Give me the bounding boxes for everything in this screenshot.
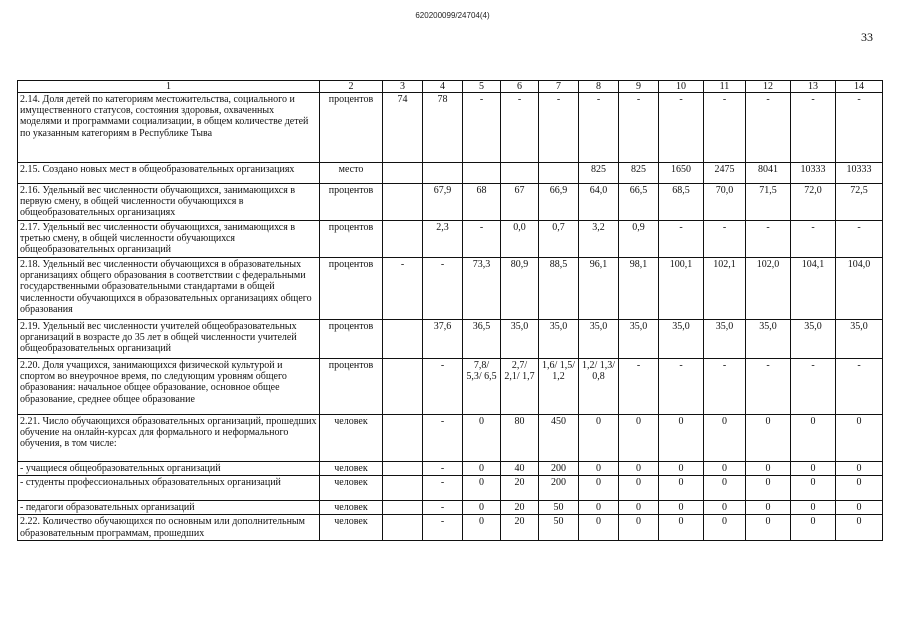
table-row: [18, 359, 883, 415]
value-cell: 100,1: [659, 258, 704, 320]
value-cell: 0: [836, 515, 883, 541]
value-cell: 0: [704, 515, 746, 541]
value-cell: 825: [579, 163, 619, 184]
value-cell: 450: [539, 415, 579, 462]
unit-cell: человек: [320, 515, 383, 541]
value-cell: 10333: [836, 163, 883, 184]
value-cell: -: [539, 93, 579, 163]
value-cell: 0: [704, 462, 746, 476]
value-cell: [383, 221, 423, 258]
indicator-description: - учащиеся общеобразовательных организаций: [18, 462, 320, 476]
value-cell: 1650: [659, 163, 704, 184]
value-cell: 2,3: [423, 221, 463, 258]
value-cell: 8041: [746, 163, 791, 184]
value-cell: -: [619, 93, 659, 163]
value-cell: [383, 320, 423, 359]
indicator-description: 2.18. Удельный вес численности обучающихся в образовательных организациях общего образования в соответствии с федеральными государственными образовательными стандартами в общей численности обучающихся в образовательных организациях общего образования: [18, 258, 320, 320]
value-cell: 20: [501, 515, 539, 541]
value-cell: [463, 163, 501, 184]
indicator-description: 2.22. Количество обучающихся по основным или дополнительным образовательным программам, прошедших: [18, 515, 320, 541]
value-cell: 0: [836, 462, 883, 476]
value-cell: 74: [383, 93, 423, 163]
indicator-description: 2.15. Создано новых мест в общеобразовательных организациях: [18, 163, 320, 184]
value-cell: -: [619, 359, 659, 415]
value-cell: 10333: [791, 163, 836, 184]
table-row: [18, 415, 883, 462]
value-cell: 0: [791, 476, 836, 501]
value-cell: -: [836, 221, 883, 258]
unit-cell: место: [320, 163, 383, 184]
value-cell: 0: [836, 415, 883, 462]
value-cell: 0,7: [539, 221, 579, 258]
value-cell: -: [704, 221, 746, 258]
unit-cell: процентов: [320, 258, 383, 320]
indicator-description: 2.14. Доля детей по категориям местожительства, социального и имущественного статусов, состояния здоровья, охваченных моделями и программами социализации, в общем количестве детей по указанным категориям в Республике Тыва: [18, 93, 320, 163]
value-cell: 825: [619, 163, 659, 184]
value-cell: 0: [704, 476, 746, 501]
value-cell: 80,9: [501, 258, 539, 320]
value-cell: 50: [539, 515, 579, 541]
column-header: 6: [501, 81, 539, 93]
value-cell: -: [791, 93, 836, 163]
value-cell: -: [746, 359, 791, 415]
value-cell: [383, 359, 423, 415]
value-cell: 35,0: [791, 320, 836, 359]
table-row: [18, 221, 883, 258]
unit-cell: процентов: [320, 221, 383, 258]
value-cell: 0: [579, 462, 619, 476]
value-cell: 20: [501, 476, 539, 501]
value-cell: 0: [746, 515, 791, 541]
value-cell: 0: [579, 415, 619, 462]
value-cell: -: [746, 221, 791, 258]
value-cell: 104,1: [791, 258, 836, 320]
value-cell: 40: [501, 462, 539, 476]
indicator-description: 2.19. Удельный вес численности учителей общеобразовательных организаций в возрасте до 35 лет в общей численности учителей общеобразовательных организаций: [18, 320, 320, 359]
value-cell: 102,1: [704, 258, 746, 320]
unit-cell: человек: [320, 462, 383, 476]
value-cell: 35,0: [746, 320, 791, 359]
value-cell: 35,0: [501, 320, 539, 359]
value-cell: -: [423, 415, 463, 462]
value-cell: 0: [791, 462, 836, 476]
column-header: 3: [383, 81, 423, 93]
column-header: 7: [539, 81, 579, 93]
column-header: 10: [659, 81, 704, 93]
value-cell: 37,6: [423, 320, 463, 359]
value-cell: 3,2: [579, 221, 619, 258]
value-cell: 98,1: [619, 258, 659, 320]
value-cell: 0: [579, 476, 619, 501]
value-cell: 7,8/ 5,3/ 6,5: [463, 359, 501, 415]
unit-cell: человек: [320, 415, 383, 462]
value-cell: 0: [704, 501, 746, 515]
value-cell: 200: [539, 462, 579, 476]
value-cell: 68: [463, 184, 501, 221]
value-cell: 0: [746, 462, 791, 476]
indicator-description: - педагоги образовательных организаций: [18, 501, 320, 515]
table-row: [18, 501, 883, 515]
value-cell: [501, 163, 539, 184]
value-cell: 0: [619, 501, 659, 515]
column-header: 12: [746, 81, 791, 93]
value-cell: 2475: [704, 163, 746, 184]
value-cell: 0: [619, 415, 659, 462]
indicator-description: 2.20. Доля учащихся, занимающихся физической культурой и спортом во внеурочное время, по следующим уровням общего образования: начальное общее образование, основное общее образование, среднее общее образование: [18, 359, 320, 415]
column-header: 2: [320, 81, 383, 93]
value-cell: -: [383, 258, 423, 320]
value-cell: -: [423, 462, 463, 476]
value-cell: 70,0: [704, 184, 746, 221]
value-cell: -: [704, 359, 746, 415]
value-cell: 0: [579, 515, 619, 541]
table-row: [18, 515, 883, 541]
value-cell: -: [463, 221, 501, 258]
value-cell: 35,0: [659, 320, 704, 359]
value-cell: 0: [579, 501, 619, 515]
value-cell: -: [423, 359, 463, 415]
value-cell: -: [423, 258, 463, 320]
value-cell: 20: [501, 501, 539, 515]
indicator-description: 2.17. Удельный вес численности обучающихся, занимающихся в третью смену, в общей численности обучающихся общеобразовательных организаций: [18, 221, 320, 258]
indicator-description: 2.16. Удельный вес численности обучающихся, занимающихся в первую смену, в общей численности обучающихся в общеобразовательных организациях: [18, 184, 320, 221]
unit-cell: процентов: [320, 184, 383, 221]
value-cell: -: [791, 359, 836, 415]
value-cell: -: [579, 93, 619, 163]
value-cell: 35,0: [836, 320, 883, 359]
value-cell: 96,1: [579, 258, 619, 320]
column-header: 4: [423, 81, 463, 93]
value-cell: 0: [791, 415, 836, 462]
value-cell: -: [836, 359, 883, 415]
value-cell: 0: [463, 462, 501, 476]
value-cell: 0: [746, 415, 791, 462]
value-cell: -: [659, 359, 704, 415]
value-cell: 0: [836, 501, 883, 515]
value-cell: 0,0: [501, 221, 539, 258]
value-cell: [383, 476, 423, 501]
value-cell: 35,0: [619, 320, 659, 359]
value-cell: 73,3: [463, 258, 501, 320]
value-cell: 104,0: [836, 258, 883, 320]
indicator-description: 2.21. Число обучающихся образовательных организаций, прошедших обучение на онлайн-курсах для формального и неформального обучения, в том числе:: [18, 415, 320, 462]
value-cell: 67: [501, 184, 539, 221]
value-cell: 66,9: [539, 184, 579, 221]
value-cell: 0: [463, 415, 501, 462]
table-row: [18, 258, 883, 320]
value-cell: -: [463, 93, 501, 163]
value-cell: 2,7/ 2,1/ 1,7: [501, 359, 539, 415]
value-cell: 35,0: [704, 320, 746, 359]
value-cell: -: [836, 93, 883, 163]
table-row: [18, 93, 883, 163]
header-row: [18, 81, 883, 93]
value-cell: -: [659, 93, 704, 163]
table-row: [18, 184, 883, 221]
value-cell: 1,6/ 1,5/ 1,2: [539, 359, 579, 415]
value-cell: 0: [836, 476, 883, 501]
value-cell: 0: [704, 415, 746, 462]
value-cell: 72,5: [836, 184, 883, 221]
value-cell: 200: [539, 476, 579, 501]
value-cell: [539, 163, 579, 184]
table-row: [18, 163, 883, 184]
unit-cell: человек: [320, 476, 383, 501]
value-cell: 0: [746, 476, 791, 501]
value-cell: 0: [619, 462, 659, 476]
page-number: 33: [861, 30, 873, 44]
value-cell: 1,2/ 1,3/ 0,8: [579, 359, 619, 415]
value-cell: 0: [659, 476, 704, 501]
column-header: 9: [619, 81, 659, 93]
value-cell: 35,0: [579, 320, 619, 359]
value-cell: 78: [423, 93, 463, 163]
value-cell: 68,5: [659, 184, 704, 221]
value-cell: 88,5: [539, 258, 579, 320]
value-cell: [383, 163, 423, 184]
unit-cell: процентов: [320, 93, 383, 163]
value-cell: -: [423, 476, 463, 501]
doc-id: 620200099/24704(4): [415, 11, 490, 20]
value-cell: 67,9: [423, 184, 463, 221]
value-cell: 0: [659, 462, 704, 476]
value-cell: 0: [463, 515, 501, 541]
value-cell: -: [659, 221, 704, 258]
value-cell: -: [423, 515, 463, 541]
value-cell: 0: [791, 501, 836, 515]
value-cell: 0: [463, 501, 501, 515]
unit-cell: процентов: [320, 320, 383, 359]
value-cell: [383, 501, 423, 515]
value-cell: 0: [659, 515, 704, 541]
column-header: 13: [791, 81, 836, 93]
column-header: 8: [579, 81, 619, 93]
column-header: 1: [18, 81, 320, 93]
value-cell: 80: [501, 415, 539, 462]
value-cell: 72,0: [791, 184, 836, 221]
value-cell: 50: [539, 501, 579, 515]
value-cell: 0: [659, 501, 704, 515]
value-cell: [383, 184, 423, 221]
value-cell: -: [423, 501, 463, 515]
data-table: [17, 80, 883, 541]
column-header: 5: [463, 81, 501, 93]
value-cell: 0: [463, 476, 501, 501]
value-cell: 102,0: [746, 258, 791, 320]
indicator-description: - студенты профессиональных образовательных организаций: [18, 476, 320, 501]
value-cell: 0: [791, 515, 836, 541]
value-cell: [383, 462, 423, 476]
value-cell: 0: [746, 501, 791, 515]
value-cell: -: [791, 221, 836, 258]
value-cell: 0: [659, 415, 704, 462]
column-header: 11: [704, 81, 746, 93]
table-row: [18, 476, 883, 501]
value-cell: 35,0: [539, 320, 579, 359]
value-cell: 64,0: [579, 184, 619, 221]
value-cell: -: [746, 93, 791, 163]
value-cell: 66,5: [619, 184, 659, 221]
unit-cell: человек: [320, 501, 383, 515]
value-cell: 0: [619, 476, 659, 501]
column-header: 14: [836, 81, 883, 93]
table-row: [18, 462, 883, 476]
value-cell: [383, 415, 423, 462]
table-row: [18, 320, 883, 359]
value-cell: -: [501, 93, 539, 163]
value-cell: -: [704, 93, 746, 163]
value-cell: [383, 515, 423, 541]
value-cell: 0: [619, 515, 659, 541]
value-cell: 0,9: [619, 221, 659, 258]
value-cell: [423, 163, 463, 184]
value-cell: 71,5: [746, 184, 791, 221]
value-cell: 36,5: [463, 320, 501, 359]
unit-cell: процентов: [320, 359, 383, 415]
